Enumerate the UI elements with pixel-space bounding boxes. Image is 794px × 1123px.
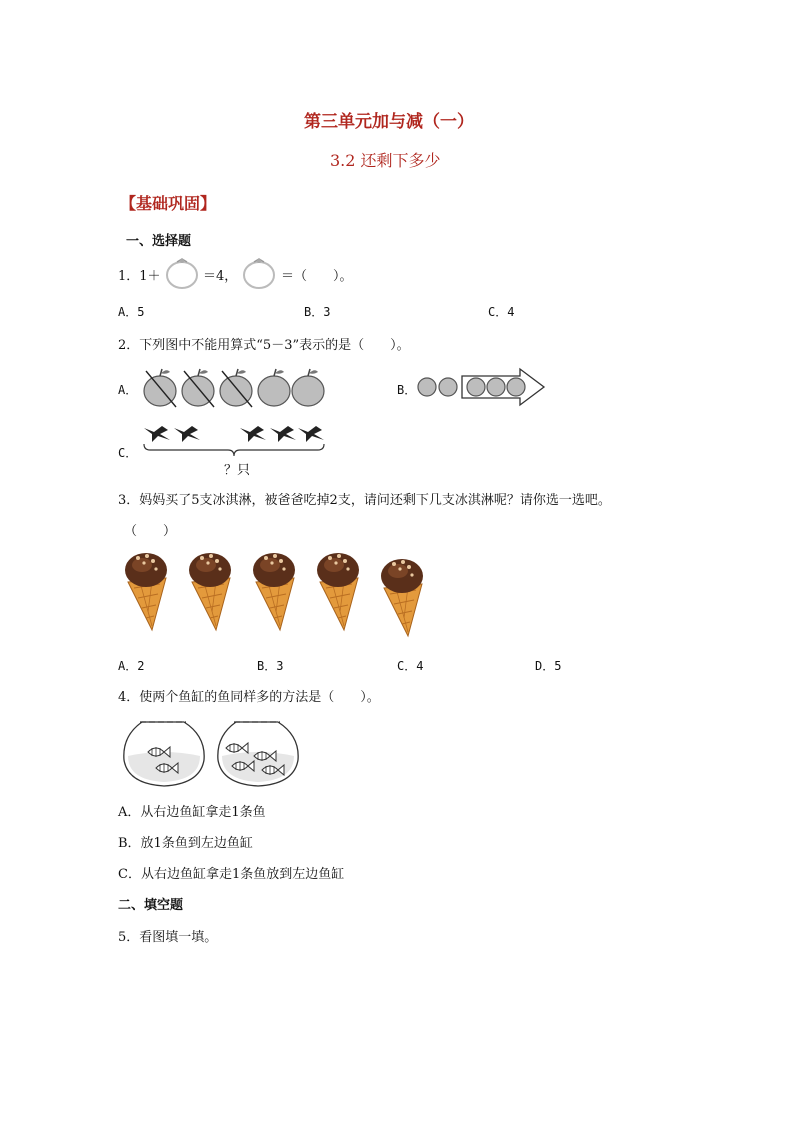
q3-option-a[interactable]: A．2	[118, 659, 145, 673]
apple-icon	[292, 369, 324, 406]
section-tag: 【基础巩固】	[120, 194, 217, 213]
q3-option-c[interactable]: C．4	[397, 659, 424, 673]
q2-brace-label: ？只	[224, 463, 251, 478]
q5-stem: 5．看图填一填。	[118, 930, 218, 945]
q1-option-b[interactable]: B．3	[304, 305, 331, 319]
ice-cream-icon	[381, 559, 423, 636]
apple-icon	[258, 369, 290, 406]
swallows-figure	[140, 420, 330, 460]
q4-stem: 4．使两个鱼缸的鱼同样多的方法是（ ）。	[118, 690, 380, 705]
bracelet-icon	[163, 256, 201, 290]
swallow-icon	[240, 426, 266, 442]
ice-cream-icon	[189, 553, 231, 630]
fish-bowl-icon	[124, 722, 204, 786]
q2-option-b[interactable]: B．	[397, 383, 417, 397]
circle-icon	[418, 378, 436, 396]
q1-option-c[interactable]: C．4	[488, 305, 515, 319]
q2-stem: 2．下列图中不能用算式“5－3”表示的是（ ）。	[118, 338, 410, 353]
q4-option-c[interactable]: C．从右边鱼缸拿走1条鱼放到左边鱼缸	[118, 867, 345, 882]
q2-option-a[interactable]: A．	[118, 383, 138, 397]
ice-creams-figure	[122, 548, 432, 636]
page-subtitle: 3.2 还剩下多少	[330, 151, 441, 170]
ice-cream-icon	[317, 553, 359, 630]
apple-icon	[220, 369, 252, 407]
q3-option-b[interactable]: B．3	[257, 659, 284, 673]
apple-icon	[182, 369, 214, 407]
q3-stem: 3．妈妈买了5支冰淇淋，被爸爸吃掉2支，请问还剩下几支冰淇淋呢？请你选一选吧。	[118, 493, 611, 508]
q1-lead: 1．1＋	[118, 269, 161, 284]
part2-heading: 二、填空题	[118, 898, 184, 913]
circle-icon	[439, 378, 457, 396]
circle-icon	[467, 378, 485, 396]
swallow-icon	[270, 426, 296, 442]
fish-bowl-icon	[218, 722, 298, 786]
q1-option-a[interactable]: A．5	[118, 305, 145, 319]
q2-option-c[interactable]: C．	[118, 446, 138, 460]
swallow-icon	[298, 426, 324, 442]
q4-option-b[interactable]: B．放1条鱼到左边鱼缸	[118, 836, 253, 851]
q4-option-a[interactable]: A．从右边鱼缸拿走1条鱼	[118, 805, 266, 820]
ice-cream-icon	[253, 553, 295, 630]
page-title: 第三单元加与减（一）	[304, 112, 474, 132]
swallow-icon	[174, 426, 200, 442]
apples-figure	[140, 365, 326, 409]
ice-cream-icon	[125, 553, 167, 630]
q3-option-d[interactable]: D．5	[535, 659, 562, 673]
apple-icon	[144, 369, 176, 407]
brace-icon	[144, 444, 324, 456]
circles-arrow-figure	[416, 368, 546, 406]
q1-tail: ＝（ ）。	[281, 269, 353, 284]
q1-mid: ＝4，	[203, 269, 238, 284]
bracelet-icon	[240, 256, 278, 290]
swallow-icon	[144, 426, 170, 442]
q3-answer-blank[interactable]: （ ）	[124, 524, 177, 539]
fish-bowls-figure	[120, 716, 310, 788]
circle-icon	[507, 378, 525, 396]
part1-heading: 一、选择题	[126, 234, 192, 249]
circle-icon	[487, 378, 505, 396]
